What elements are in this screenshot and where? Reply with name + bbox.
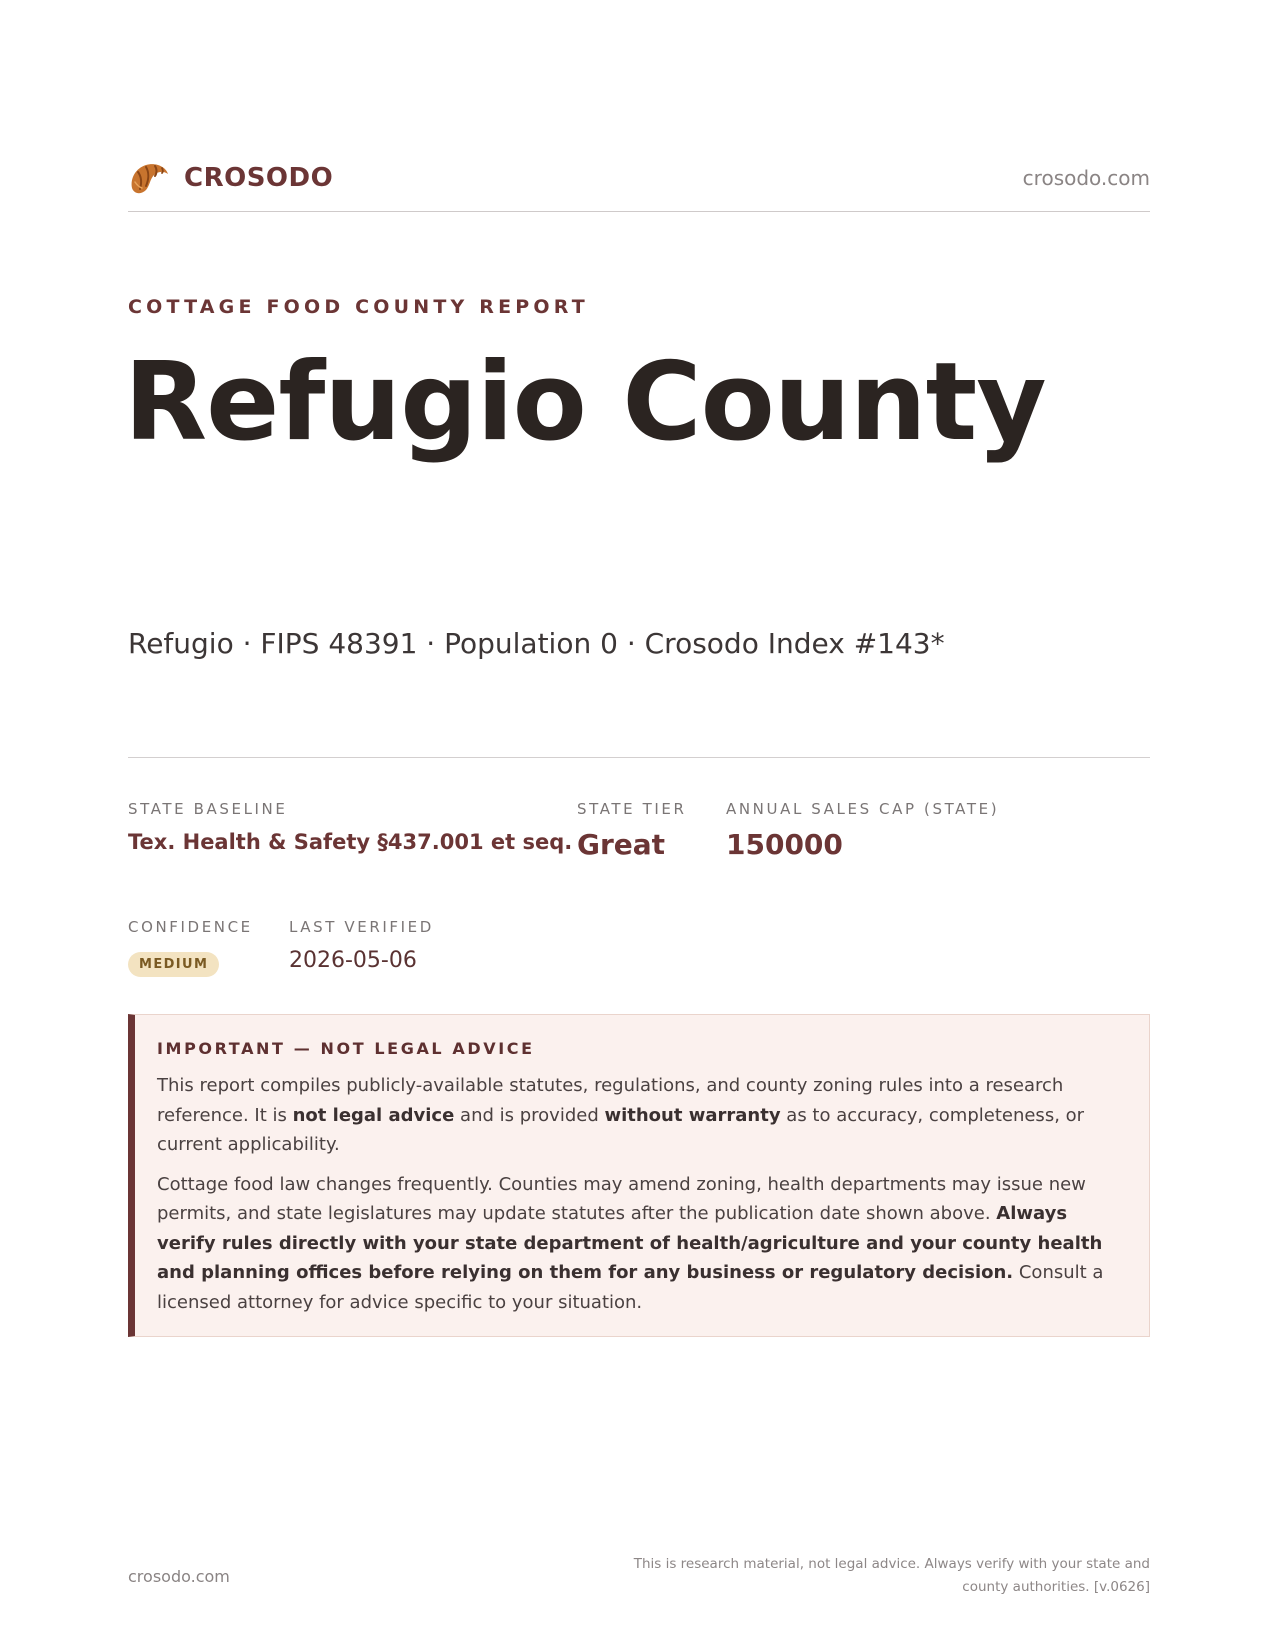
croissant-icon — [128, 158, 170, 198]
sales-cap-label: ANNUAL SALES CAP (STATE) — [726, 800, 1000, 818]
confidence-label: CONFIDENCE — [128, 918, 253, 936]
state-tier-value: Great — [577, 828, 666, 861]
notice-paragraph-1 — [157, 1071, 1127, 1160]
page-header — [128, 158, 1150, 212]
last-verified-label: LAST VERIFIED — [289, 918, 434, 936]
state-baseline-value: Tex. Health & Safety §437.001 et seq. — [128, 830, 573, 854]
notice-paragraph-2 — [157, 1170, 1127, 1318]
sales-cap-field — [726, 800, 999, 861]
notice-text: Consult a licensed attorney for advice specific to your situation. — [157, 1262, 1104, 1313]
state-tier-field — [577, 800, 687, 861]
brand[interactable] — [128, 158, 333, 198]
notice-emphasis: not legal advice — [292, 1104, 455, 1126]
notice-text: as to accuracy, completeness, or current applicability. — [157, 1104, 1085, 1155]
page-title: Refugio County — [124, 340, 1046, 465]
last-verified-field — [289, 918, 434, 973]
notice-emphasis: Always verify rules directly with your state department of health/agriculture and your county health and planning offices before relying on them for any business or regulatory decision. — [157, 1203, 1103, 1283]
confidence-field — [128, 918, 253, 977]
notice-text: This report compiles publicly-available statutes, regulations, and county zoning rules into a research reference. It is — [157, 1075, 1064, 1126]
report-eyebrow: COTTAGE FOOD COUNTY REPORT — [128, 296, 589, 318]
sales-cap-value: 150000 — [726, 828, 843, 861]
county-subtitle: Refugio · FIPS 48391 · Population 0 · Crosodo Index #143* — [128, 627, 945, 660]
state-baseline-label: STATE BASELINE — [128, 800, 288, 818]
notice-title: IMPORTANT — NOT LEGAL ADVICE — [157, 1039, 535, 1058]
header-site-link[interactable]: crosodo.com — [1022, 166, 1150, 190]
footer-disclaimer: This is research material, not legal advice. Always verify with your state and county authorities. [v.0626] — [633, 1556, 1150, 1595]
footer-site-link[interactable]: crosodo.com — [128, 1567, 230, 1586]
notice-text: and is provided — [454, 1104, 605, 1126]
brand-name: CROSODO — [184, 163, 334, 193]
state-baseline-field — [128, 800, 572, 854]
last-verified-value: 2026-05-06 — [289, 948, 417, 973]
state-tier-label: STATE TIER — [577, 800, 687, 818]
notice-text: Cottage food law changes frequently. Counties may amend zoning, health departments may issue new permits, and state legislatures may update statutes after the publication date shown above. — [157, 1173, 1086, 1224]
section-divider — [128, 757, 1150, 758]
confidence-badge: MEDIUM — [128, 952, 219, 977]
notice-emphasis: without warranty — [604, 1104, 781, 1126]
legal-notice — [128, 1014, 1150, 1337]
